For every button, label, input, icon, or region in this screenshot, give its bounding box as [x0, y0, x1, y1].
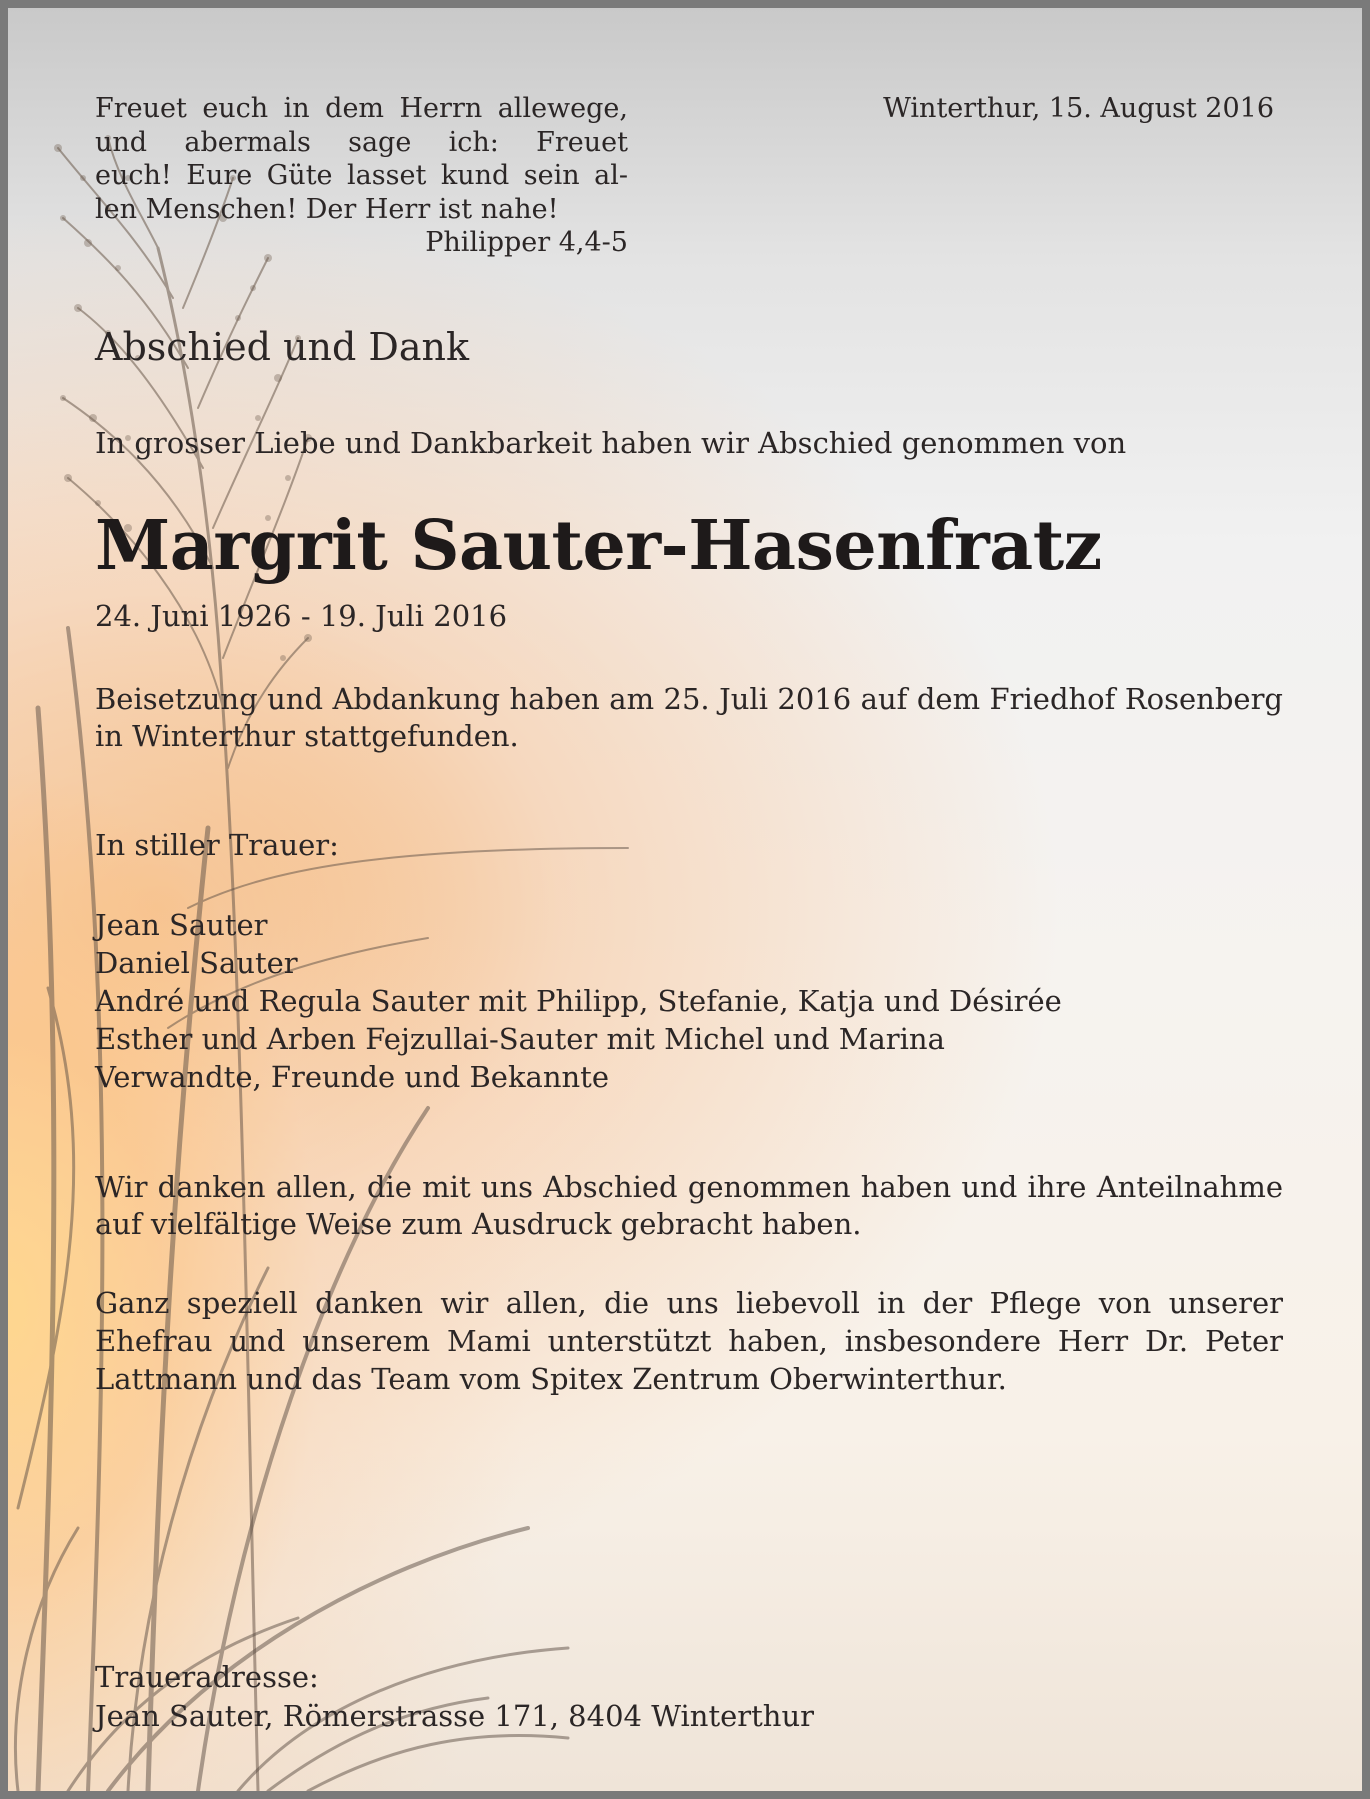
grass-decoration [8, 8, 1362, 1791]
family-member: Jean Sauter [95, 908, 268, 942]
intro-text: In grosser Liebe und Dankbarkeit haben wir Abschied genommen von [95, 426, 1127, 460]
family-member: Verwandte, Freunde und Bekannte [95, 1060, 609, 1094]
address-label: Traueradresse: [95, 1660, 319, 1694]
special-thanks-text: Ganz speziell danken wir allen, die uns liebevoll in der Pflege von unserer Ehefrau und unserem Mami unterstützt haben, insbesondere Herr Dr. Peter Lattmann und das Team vom Spitex Zentrum Oberwinterthur. [95, 1286, 1283, 1396]
bible-verse [95, 92, 628, 260]
deceased-name: Margrit Sauter-Hasenfratz [95, 506, 1102, 586]
mourning-label: In stiller Trauer: [95, 828, 339, 862]
thanks-text: Wir danken allen, die mit uns Abschied genommen haben und ihre Anteilnahme auf vielfältige Weise zum Ausdruck gebracht haben. [95, 1170, 1283, 1241]
life-dates: 24. Juni 1926 - 19. Juli 2016 [95, 599, 508, 633]
family-list [95, 906, 1062, 1096]
family-member: Daniel Sauter [95, 946, 298, 980]
family-member: Esther und Arben Fejzullai-Sauter mit Michel und Marina [95, 1022, 945, 1056]
place-date: Winterthur, 15. August 2016 [883, 93, 1274, 124]
verse-reference: Philipper 4,4-5 [425, 227, 628, 258]
verse-line: euch! Eure Güte lasset kund sein al- [95, 160, 628, 191]
heading: Abschied und Dank [95, 325, 470, 369]
address-value: Jean Sauter, Römerstrasse 171, 8404 Winterthur [95, 1699, 814, 1733]
burial-notice: Beisetzung und Abdankung haben am 25. Juli 2016 auf dem Friedhof Rosenberg in Winterthur stattgefunden. [95, 682, 1283, 753]
verse-line: Freuet euch in dem Herrn allewege, [95, 93, 628, 124]
verse-line: und abermals sage ich: Freuet [95, 126, 628, 158]
family-member: André und Regula Sauter mit Philipp, Stefanie, Katja und Désirée [95, 984, 1062, 1018]
verse-line: len Menschen! Der Herr ist nahe! [95, 193, 559, 225]
